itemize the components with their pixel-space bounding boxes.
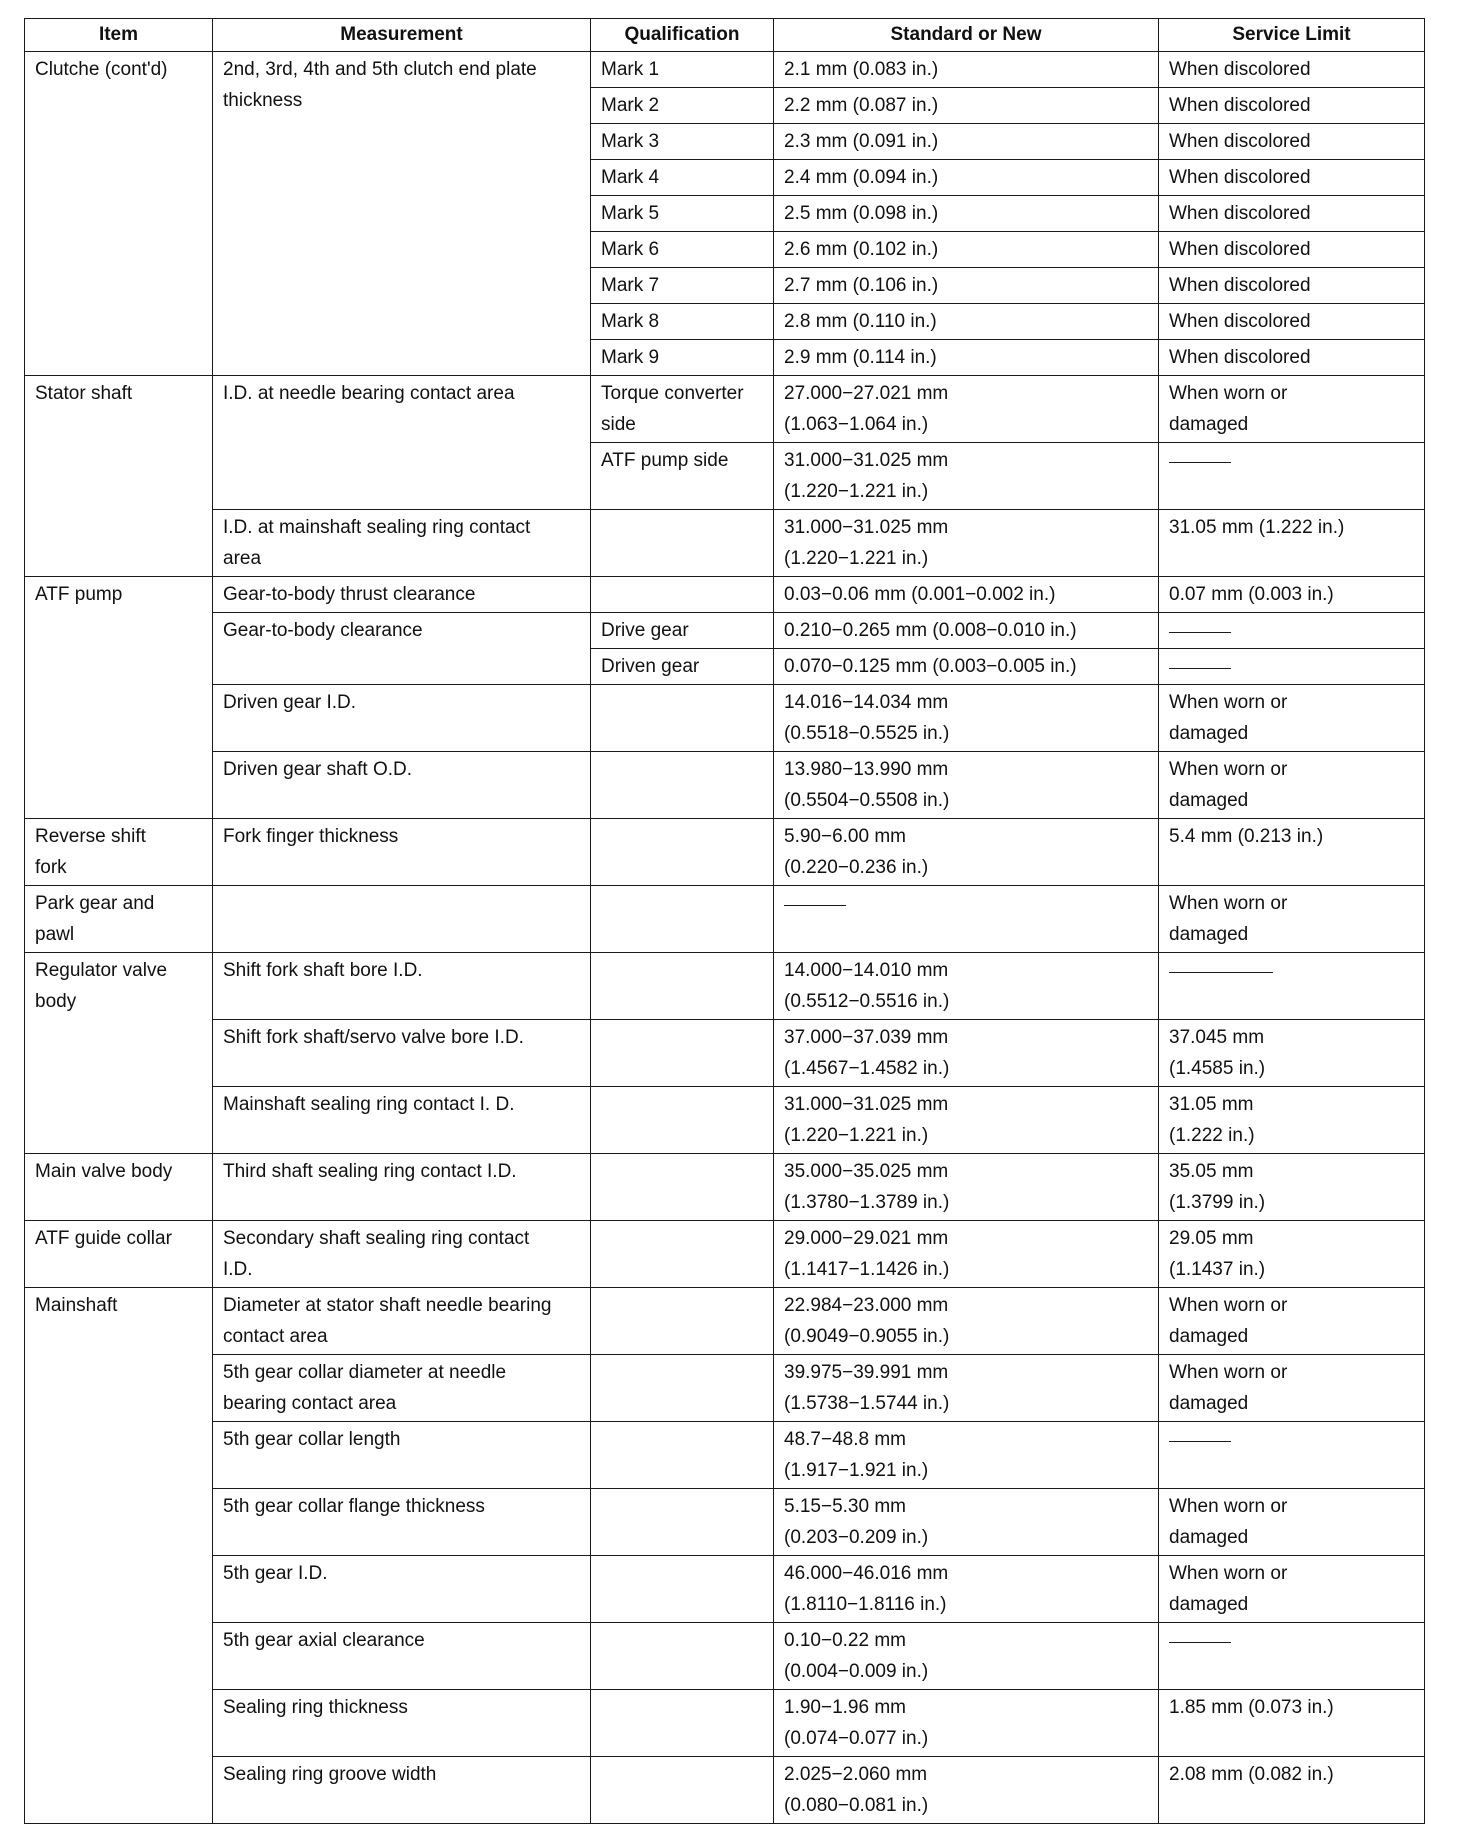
standard-cell: 5.90−6.00 mm (0.220−0.236 in.) [774, 819, 1159, 886]
qualification-cell: ATF pump side [591, 443, 774, 510]
table-row [25, 752, 1425, 819]
table-row [25, 1623, 1425, 1690]
table-row [25, 1221, 1425, 1288]
qualification-cell: Mark 6 [591, 232, 774, 268]
header-row [25, 19, 1425, 52]
service-limit-cell [1159, 613, 1425, 649]
service-limit-cell [1159, 443, 1425, 510]
qualification-cell [591, 1556, 774, 1623]
qualification-cell [591, 1757, 774, 1824]
standard-cell: 2.4 mm (0.094 in.) [774, 160, 1159, 196]
measurement-cell: 5th gear axial clearance [213, 1623, 591, 1690]
measurement-cell: Sealing ring groove width [213, 1757, 591, 1824]
measurement-cell: I.D. at mainshaft sealing ring contact area [213, 510, 591, 577]
table-row [25, 1556, 1425, 1623]
qualification-cell [591, 1355, 774, 1422]
item-cell: Stator shaft [25, 376, 213, 577]
qualification-cell [591, 752, 774, 819]
standard-cell: 2.8 mm (0.110 in.) [774, 304, 1159, 340]
standard-cell: 2.1 mm (0.083 in.) [774, 52, 1159, 88]
header-service-limit: Service Limit [1159, 19, 1425, 52]
service-limit-cell: When worn or damaged [1159, 685, 1425, 752]
measurement-cell: 2nd, 3rd, 4th and 5th clutch end plate thickness [213, 52, 591, 376]
table-row [25, 510, 1425, 577]
header-standard: Standard or New [774, 19, 1159, 52]
dash-mark [1169, 668, 1231, 669]
item-cell: Regulator valve body [25, 953, 213, 1154]
measurement-cell: Third shaft sealing ring contact I.D. [213, 1154, 591, 1221]
qualification-cell [591, 1288, 774, 1355]
service-limit-cell [1159, 1422, 1425, 1489]
qualification-cell: Mark 4 [591, 160, 774, 196]
service-limit-cell: When discolored [1159, 268, 1425, 304]
item-cell: Park gear and pawl [25, 886, 213, 953]
standard-cell: 22.984−23.000 mm (0.9049−0.9055 in.) [774, 1288, 1159, 1355]
measurement-cell: Gear-to-body clearance [213, 613, 591, 685]
service-limit-cell: When worn or damaged [1159, 886, 1425, 953]
qualification-cell [591, 685, 774, 752]
standard-cell: 27.000−27.021 mm (1.063−1.064 in.) [774, 376, 1159, 443]
service-limit-cell: 5.4 mm (0.213 in.) [1159, 819, 1425, 886]
qualification-cell [591, 1020, 774, 1087]
standard-cell: 29.000−29.021 mm (1.1417−1.1426 in.) [774, 1221, 1159, 1288]
table-row [25, 1690, 1425, 1757]
standard-cell: 39.975−39.991 mm (1.5738−1.5744 in.) [774, 1355, 1159, 1422]
qualification-cell [591, 1422, 774, 1489]
qualification-cell [591, 510, 774, 577]
table-row [25, 1154, 1425, 1221]
dash-mark [1169, 462, 1231, 463]
measurement-cell [213, 886, 591, 953]
qualification-cell [591, 1087, 774, 1154]
qualification-cell: Mark 1 [591, 52, 774, 88]
standard-cell: 2.5 mm (0.098 in.) [774, 196, 1159, 232]
qualification-cell: Mark 7 [591, 268, 774, 304]
service-limit-cell [1159, 649, 1425, 685]
qualification-cell [591, 1690, 774, 1757]
item-cell: ATF guide collar [25, 1221, 213, 1288]
table-row [25, 685, 1425, 752]
measurement-cell: Shift fork shaft/servo valve bore I.D. [213, 1020, 591, 1087]
dash-mark [1169, 632, 1231, 633]
measurement-cell: Secondary shaft sealing ring contact I.D. [213, 1221, 591, 1288]
header-measurement: Measurement [213, 19, 591, 52]
table-row [25, 376, 1425, 443]
measurement-cell: Driven gear I.D. [213, 685, 591, 752]
qualification-cell: Drive gear [591, 613, 774, 649]
service-limit-cell: When worn or damaged [1159, 752, 1425, 819]
measurement-cell: I.D. at needle bearing contact area [213, 376, 591, 510]
standard-cell: 48.7−48.8 mm (1.917−1.921 in.) [774, 1422, 1159, 1489]
standard-cell: 2.9 mm (0.114 in.) [774, 340, 1159, 376]
dash-mark [1169, 972, 1273, 973]
measurement-cell: 5th gear I.D. [213, 1556, 591, 1623]
qualification-cell: Mark 2 [591, 88, 774, 124]
table-row [25, 953, 1425, 1020]
qualification-cell: Driven gear [591, 649, 774, 685]
qualification-cell: Mark 8 [591, 304, 774, 340]
qualification-cell [591, 819, 774, 886]
measurement-cell: Diameter at stator shaft needle bearing contact area [213, 1288, 591, 1355]
table-row [25, 1757, 1425, 1824]
item-cell: ATF pump [25, 577, 213, 819]
table-row [25, 1489, 1425, 1556]
standard-cell: 2.025−2.060 mm (0.080−0.081 in.) [774, 1757, 1159, 1824]
service-limit-cell: When discolored [1159, 88, 1425, 124]
qualification-cell [591, 1221, 774, 1288]
table-row [25, 1087, 1425, 1154]
standard-cell: 1.90−1.96 mm (0.074−0.077 in.) [774, 1690, 1159, 1757]
service-limit-cell: 31.05 mm (1.222 in.) [1159, 510, 1425, 577]
standard-cell: 2.3 mm (0.091 in.) [774, 124, 1159, 160]
service-limit-cell: 37.045 mm (1.4585 in.) [1159, 1020, 1425, 1087]
table-row [25, 1355, 1425, 1422]
table-row [25, 1020, 1425, 1087]
item-cell: Clutche (cont'd) [25, 52, 213, 376]
table-row [25, 1422, 1425, 1489]
standard-cell: 0.070−0.125 mm (0.003−0.005 in.) [774, 649, 1159, 685]
measurement-cell: 5th gear collar diameter at needle bearing contact area [213, 1355, 591, 1422]
service-limit-cell: When discolored [1159, 304, 1425, 340]
qualification-cell [591, 1489, 774, 1556]
table-row [25, 577, 1425, 613]
standard-cell: 46.000−46.016 mm (1.8110−1.8116 in.) [774, 1556, 1159, 1623]
dash-mark [784, 905, 846, 906]
standard-cell: 0.210−0.265 mm (0.008−0.010 in.) [774, 613, 1159, 649]
service-limit-cell: When discolored [1159, 160, 1425, 196]
qualification-cell: Mark 9 [591, 340, 774, 376]
service-limit-cell: 0.07 mm (0.003 in.) [1159, 577, 1425, 613]
measurement-cell: Gear-to-body thrust clearance [213, 577, 591, 613]
qualification-cell [591, 1623, 774, 1690]
standard-cell: 5.15−5.30 mm (0.203−0.209 in.) [774, 1489, 1159, 1556]
measurement-cell: Fork finger thickness [213, 819, 591, 886]
dash-mark [1169, 1441, 1231, 1442]
qualification-cell [591, 886, 774, 953]
dash-mark [1169, 1642, 1231, 1643]
standard-cell: 13.980−13.990 mm (0.5504−0.5508 in.) [774, 752, 1159, 819]
item-cell: Main valve body [25, 1154, 213, 1221]
standard-cell: 31.000−31.025 mm (1.220−1.221 in.) [774, 443, 1159, 510]
item-cell: Mainshaft [25, 1288, 213, 1824]
measurement-cell: Sealing ring thickness [213, 1690, 591, 1757]
header-item: Item [25, 19, 213, 52]
service-limit-cell: When discolored [1159, 52, 1425, 88]
service-limit-cell: When discolored [1159, 340, 1425, 376]
service-limit-cell [1159, 1623, 1425, 1690]
standard-cell: 14.000−14.010 mm (0.5512−0.5516 in.) [774, 953, 1159, 1020]
measurement-cell: Shift fork shaft bore I.D. [213, 953, 591, 1020]
service-limit-cell: When worn or damaged [1159, 1355, 1425, 1422]
service-limit-cell: When worn or damaged [1159, 376, 1425, 443]
measurement-cell: 5th gear collar length [213, 1422, 591, 1489]
qualification-cell: Mark 5 [591, 196, 774, 232]
standard-cell: 2.2 mm (0.087 in.) [774, 88, 1159, 124]
service-limit-cell [1159, 953, 1425, 1020]
service-limit-cell: 2.08 mm (0.082 in.) [1159, 1757, 1425, 1824]
service-limit-cell: 31.05 mm (1.222 in.) [1159, 1087, 1425, 1154]
standard-cell: 37.000−37.039 mm (1.4567−1.4582 in.) [774, 1020, 1159, 1087]
service-limit-cell: When discolored [1159, 124, 1425, 160]
standard-cell: 14.016−14.034 mm (0.5518−0.5525 in.) [774, 685, 1159, 752]
qualification-cell: Mark 3 [591, 124, 774, 160]
service-limit-cell: 29.05 mm (1.1437 in.) [1159, 1221, 1425, 1288]
table-row [25, 1288, 1425, 1355]
service-limit-cell: When discolored [1159, 232, 1425, 268]
qualification-cell: Torque converter side [591, 376, 774, 443]
qualification-cell [591, 577, 774, 613]
service-limit-cell: When worn or damaged [1159, 1556, 1425, 1623]
service-limit-cell: 35.05 mm (1.3799 in.) [1159, 1154, 1425, 1221]
measurement-cell: 5th gear collar flange thickness [213, 1489, 591, 1556]
table-row [25, 819, 1425, 886]
header-qualification: Qualification [591, 19, 774, 52]
item-cell: Reverse shift fork [25, 819, 213, 886]
table-row [25, 52, 1425, 88]
standard-cell: 31.000−31.025 mm (1.220−1.221 in.) [774, 510, 1159, 577]
standard-cell: 0.03−0.06 mm (0.001−0.002 in.) [774, 577, 1159, 613]
measurement-cell: Driven gear shaft O.D. [213, 752, 591, 819]
qualification-cell [591, 953, 774, 1020]
service-limit-cell: When discolored [1159, 196, 1425, 232]
measurement-cell: Mainshaft sealing ring contact I. D. [213, 1087, 591, 1154]
service-limit-cell: When worn or damaged [1159, 1288, 1425, 1355]
service-limit-cell: 1.85 mm (0.073 in.) [1159, 1690, 1425, 1757]
standard-cell: 2.7 mm (0.106 in.) [774, 268, 1159, 304]
qualification-cell [591, 1154, 774, 1221]
standard-cell [774, 886, 1159, 953]
standard-cell: 35.000−35.025 mm (1.3780−1.3789 in.) [774, 1154, 1159, 1221]
spec-table [24, 18, 1425, 1824]
standard-cell: 2.6 mm (0.102 in.) [774, 232, 1159, 268]
standard-cell: 31.000−31.025 mm (1.220−1.221 in.) [774, 1087, 1159, 1154]
service-limit-cell: When worn or damaged [1159, 1489, 1425, 1556]
table-row [25, 886, 1425, 953]
standard-cell: 0.10−0.22 mm (0.004−0.009 in.) [774, 1623, 1159, 1690]
table-row [25, 613, 1425, 649]
